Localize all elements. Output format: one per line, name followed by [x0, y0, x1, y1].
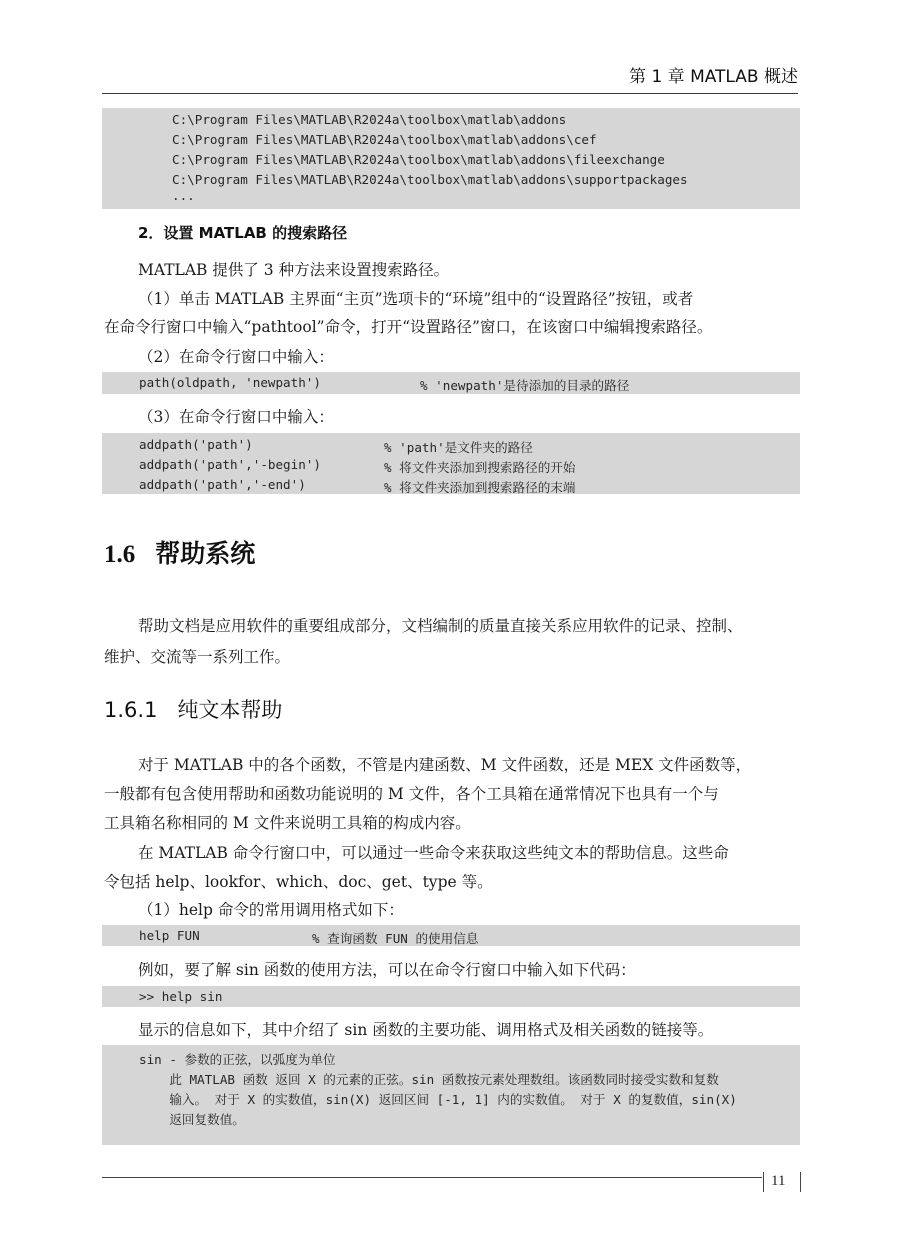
code-line: addpath('path')	[139, 437, 253, 452]
code-line: addpath('path','-end')	[139, 477, 306, 492]
paragraph: 例如，要了解 sin 函数的使用方法，可以在命令行窗口中输入如下代码：	[138, 961, 636, 979]
code-comment: % 将文件夹添加到搜索路径的开始	[384, 460, 576, 475]
paragraph: 令包括 help、lookfor、which、doc、get、type 等。	[104, 873, 493, 891]
code-line: 输入。 对于 X 的实数值，sin(X) 返回区间 [-1, 1] 内的实数值。 对于 X 的复数值，sin(X)	[139, 1092, 737, 1107]
code-comment: % 'newpath'是待添加的目录的路径	[420, 378, 630, 393]
paragraph: 维护、交流等一系列工作。	[104, 648, 291, 666]
chapter-header-title: 第 1 章 MATLAB 概述	[629, 67, 798, 87]
code-line: 返回复数值。	[139, 1112, 245, 1127]
code-comment: % 查询函数 FUN 的使用信息	[312, 931, 479, 946]
section-title: 纯文本帮助	[177, 698, 283, 722]
code-block-sin-output	[102, 1045, 800, 1145]
code-line: addpath('path','-begin')	[139, 457, 321, 472]
section-number: 1.6	[104, 541, 136, 568]
code-line: C:\Program Files\MATLAB\R2024a\toolbox\matlab\addons\cef	[172, 132, 597, 147]
code-line: >> help sin	[139, 989, 223, 1004]
code-line: 此 MATLAB 函数 返回 X 的元素的正弦。sin 函数按元素处理数组。该函数同时接受实数和复数	[139, 1072, 719, 1087]
section-number: 1.6.1	[104, 698, 158, 722]
code-line: C:\Program Files\MATLAB\R2024a\toolbox\matlab\addons\supportpackages	[172, 172, 688, 187]
paragraph: 一般都有包含使用帮助和函数功能说明的 M 文件，各个工具箱在通常情况下也具有一个与	[104, 785, 719, 803]
page-number: 11	[771, 1173, 786, 1189]
footer-rule	[102, 1177, 762, 1178]
code-line: path(oldpath, 'newpath')	[139, 375, 321, 390]
code-block-addpath	[102, 433, 800, 494]
code-block-paths	[102, 108, 800, 209]
code-line: ...	[172, 188, 195, 203]
header-rule	[102, 93, 798, 94]
code-line: C:\Program Files\MATLAB\R2024a\toolbox\matlab\addons\fileexchange	[172, 152, 665, 167]
code-comment: % 将文件夹添加到搜索路径的末端	[384, 480, 576, 495]
paragraph: 在 MATLAB 命令行窗口中，可以通过一些命令来获取这些纯文本的帮助信息。这些命	[138, 844, 729, 862]
paragraph: 帮助文档是应用软件的重要组成部分，文档编制的质量直接关系应用软件的记录、控制、	[138, 617, 743, 635]
subheading-search-path: 2．设置 MATLAB 的搜索路径	[138, 224, 348, 242]
paragraph: 工具箱名称相同的 M 文件来说明工具箱的构成内容。	[104, 814, 471, 832]
paragraph: （3）在命令行窗口中输入：	[138, 408, 334, 426]
paragraph: （2）在命令行窗口中输入：	[138, 348, 334, 366]
paragraph: 显示的信息如下，其中介绍了 sin 函数的主要功能、调用格式及相关函数的链接等。	[138, 1021, 714, 1039]
section-heading-1-6	[104, 534, 255, 570]
code-block-help-sin	[102, 986, 800, 1007]
code-block-help-fun	[102, 925, 800, 946]
code-line: sin - 参数的正弦，以弧度为单位	[139, 1052, 336, 1067]
footer-divider	[800, 1172, 801, 1192]
section-heading-1-6-1	[104, 694, 282, 724]
code-line: C:\Program Files\MATLAB\R2024a\toolbox\matlab\addons	[172, 112, 567, 127]
paragraph: 在命令行窗口中输入“pathtool”命令，打开“设置路径”窗口，在该窗口中编辑搜索路径。	[104, 318, 713, 336]
paragraph: 对于 MATLAB 中的各个函数，不管是内建函数、M 文件函数，还是 MEX 文件函数等，	[138, 756, 752, 774]
paragraph: （1）单击 MATLAB 主界面“主页”选项卡的“环境”组中的“设置路径”按钮，或者	[138, 290, 694, 308]
code-comment: % 'path'是文件夹的路径	[384, 440, 533, 455]
code-line: help FUN	[139, 928, 200, 943]
paragraph: （1）help 命令的常用调用格式如下：	[138, 901, 404, 919]
footer-divider	[763, 1172, 764, 1192]
code-block-path	[102, 372, 800, 394]
section-title: 帮助系统	[155, 539, 256, 568]
paragraph: MATLAB 提供了 3 种方法来设置搜索路径。	[138, 261, 450, 279]
